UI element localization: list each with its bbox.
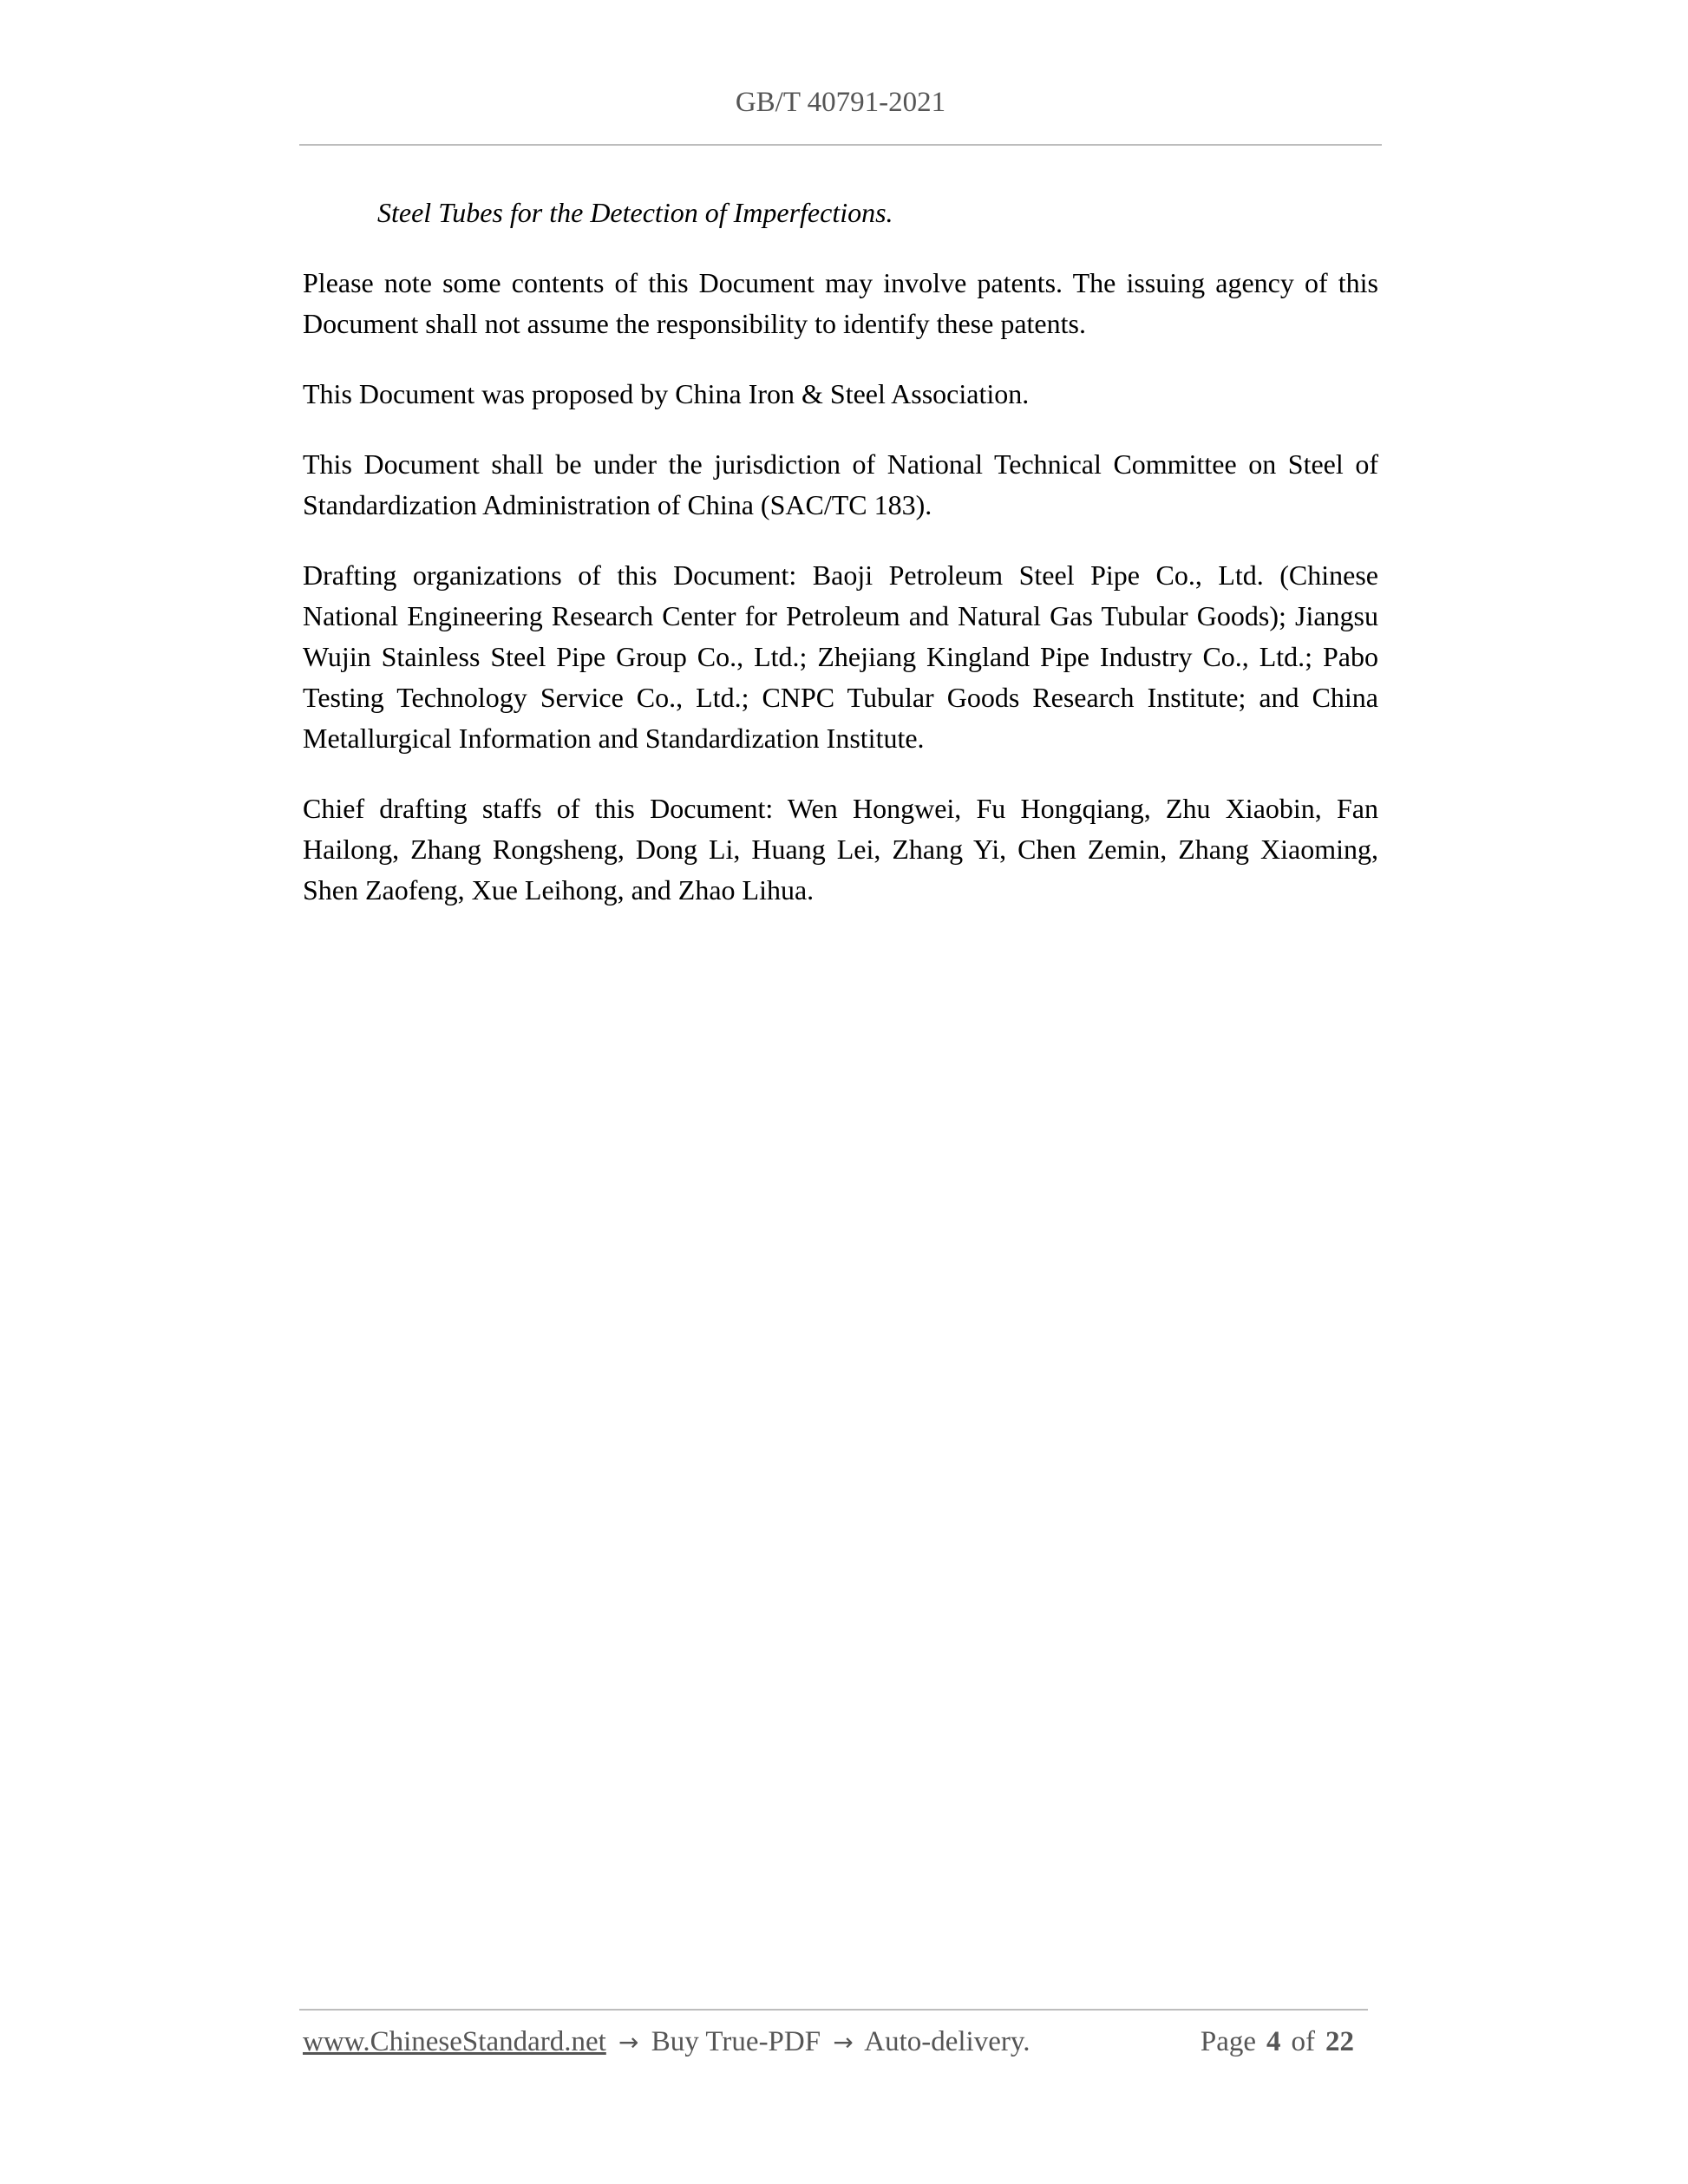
page-current: 4: [1266, 2026, 1281, 2057]
drafting-organizations-paragraph: Drafting organizations of this Document: Baoji Petroleum Steel Pipe Co., Ltd. (Chinese National Engineering Research Center for Petroleum and Natural Gas Tubular Goods); Jiangsu Wujin Stainless Steel Pipe Group Co., Ltd.; Zhejiang Kingland Pipe Industry Co., Ltd.; Pabo Testing Technology Service Co., Ltd.; CNPC Tubular Goods Research Institute; and China Metallurgical Information and Standardization Institute.: [303, 559, 1378, 754]
footer-step-delivery: Auto-delivery.: [864, 2026, 1030, 2057]
document-body: [303, 193, 1378, 940]
footer-step-buy: Buy True-PDF: [651, 2026, 821, 2057]
reference-title: Steel Tubes for the Detection of Imperfections.: [377, 197, 893, 228]
page-header: GB/T 40791-2021: [735, 87, 946, 118]
proposer-paragraph: This Document was proposed by China Iron & Steel Association.: [303, 378, 1030, 409]
footer-divider: [299, 2009, 1368, 2011]
page-label: Page: [1200, 2026, 1256, 2057]
page-indicator: [1201, 2026, 1364, 2058]
page-total: 22: [1325, 2026, 1354, 2057]
footer-promo: [303, 2026, 1030, 2058]
page-footer: [303, 2026, 1364, 2058]
arrow-right-icon: →: [833, 2028, 854, 2056]
website-link[interactable]: www.ChineseStandard.net: [303, 2026, 606, 2057]
jurisdiction-paragraph: This Document shall be under the jurisdiction of National Technical Committee on Steel of Standardization Administration of China (SAC/TC 183).: [303, 448, 1378, 520]
header-divider: [299, 144, 1382, 146]
patent-notice-paragraph: Please note some contents of this Document may involve patents. The issuing agency of this Document shall not assume the responsibility to identify these patents.: [303, 267, 1378, 339]
arrow-right-icon: →: [618, 2028, 639, 2056]
drafting-staff-paragraph: Chief drafting staffs of this Document: Wen Hongwei, Fu Hongqiang, Zhu Xiaobin, Fan Hailong, Zhang Rongsheng, Dong Li, Huang Lei, Zhang Yi, Chen Zemin, Zhang Xiaoming, Shen Zaofeng, Xue Leihong, and Zhao Lihua.: [303, 793, 1378, 906]
page-of-label: of: [1291, 2026, 1315, 2057]
